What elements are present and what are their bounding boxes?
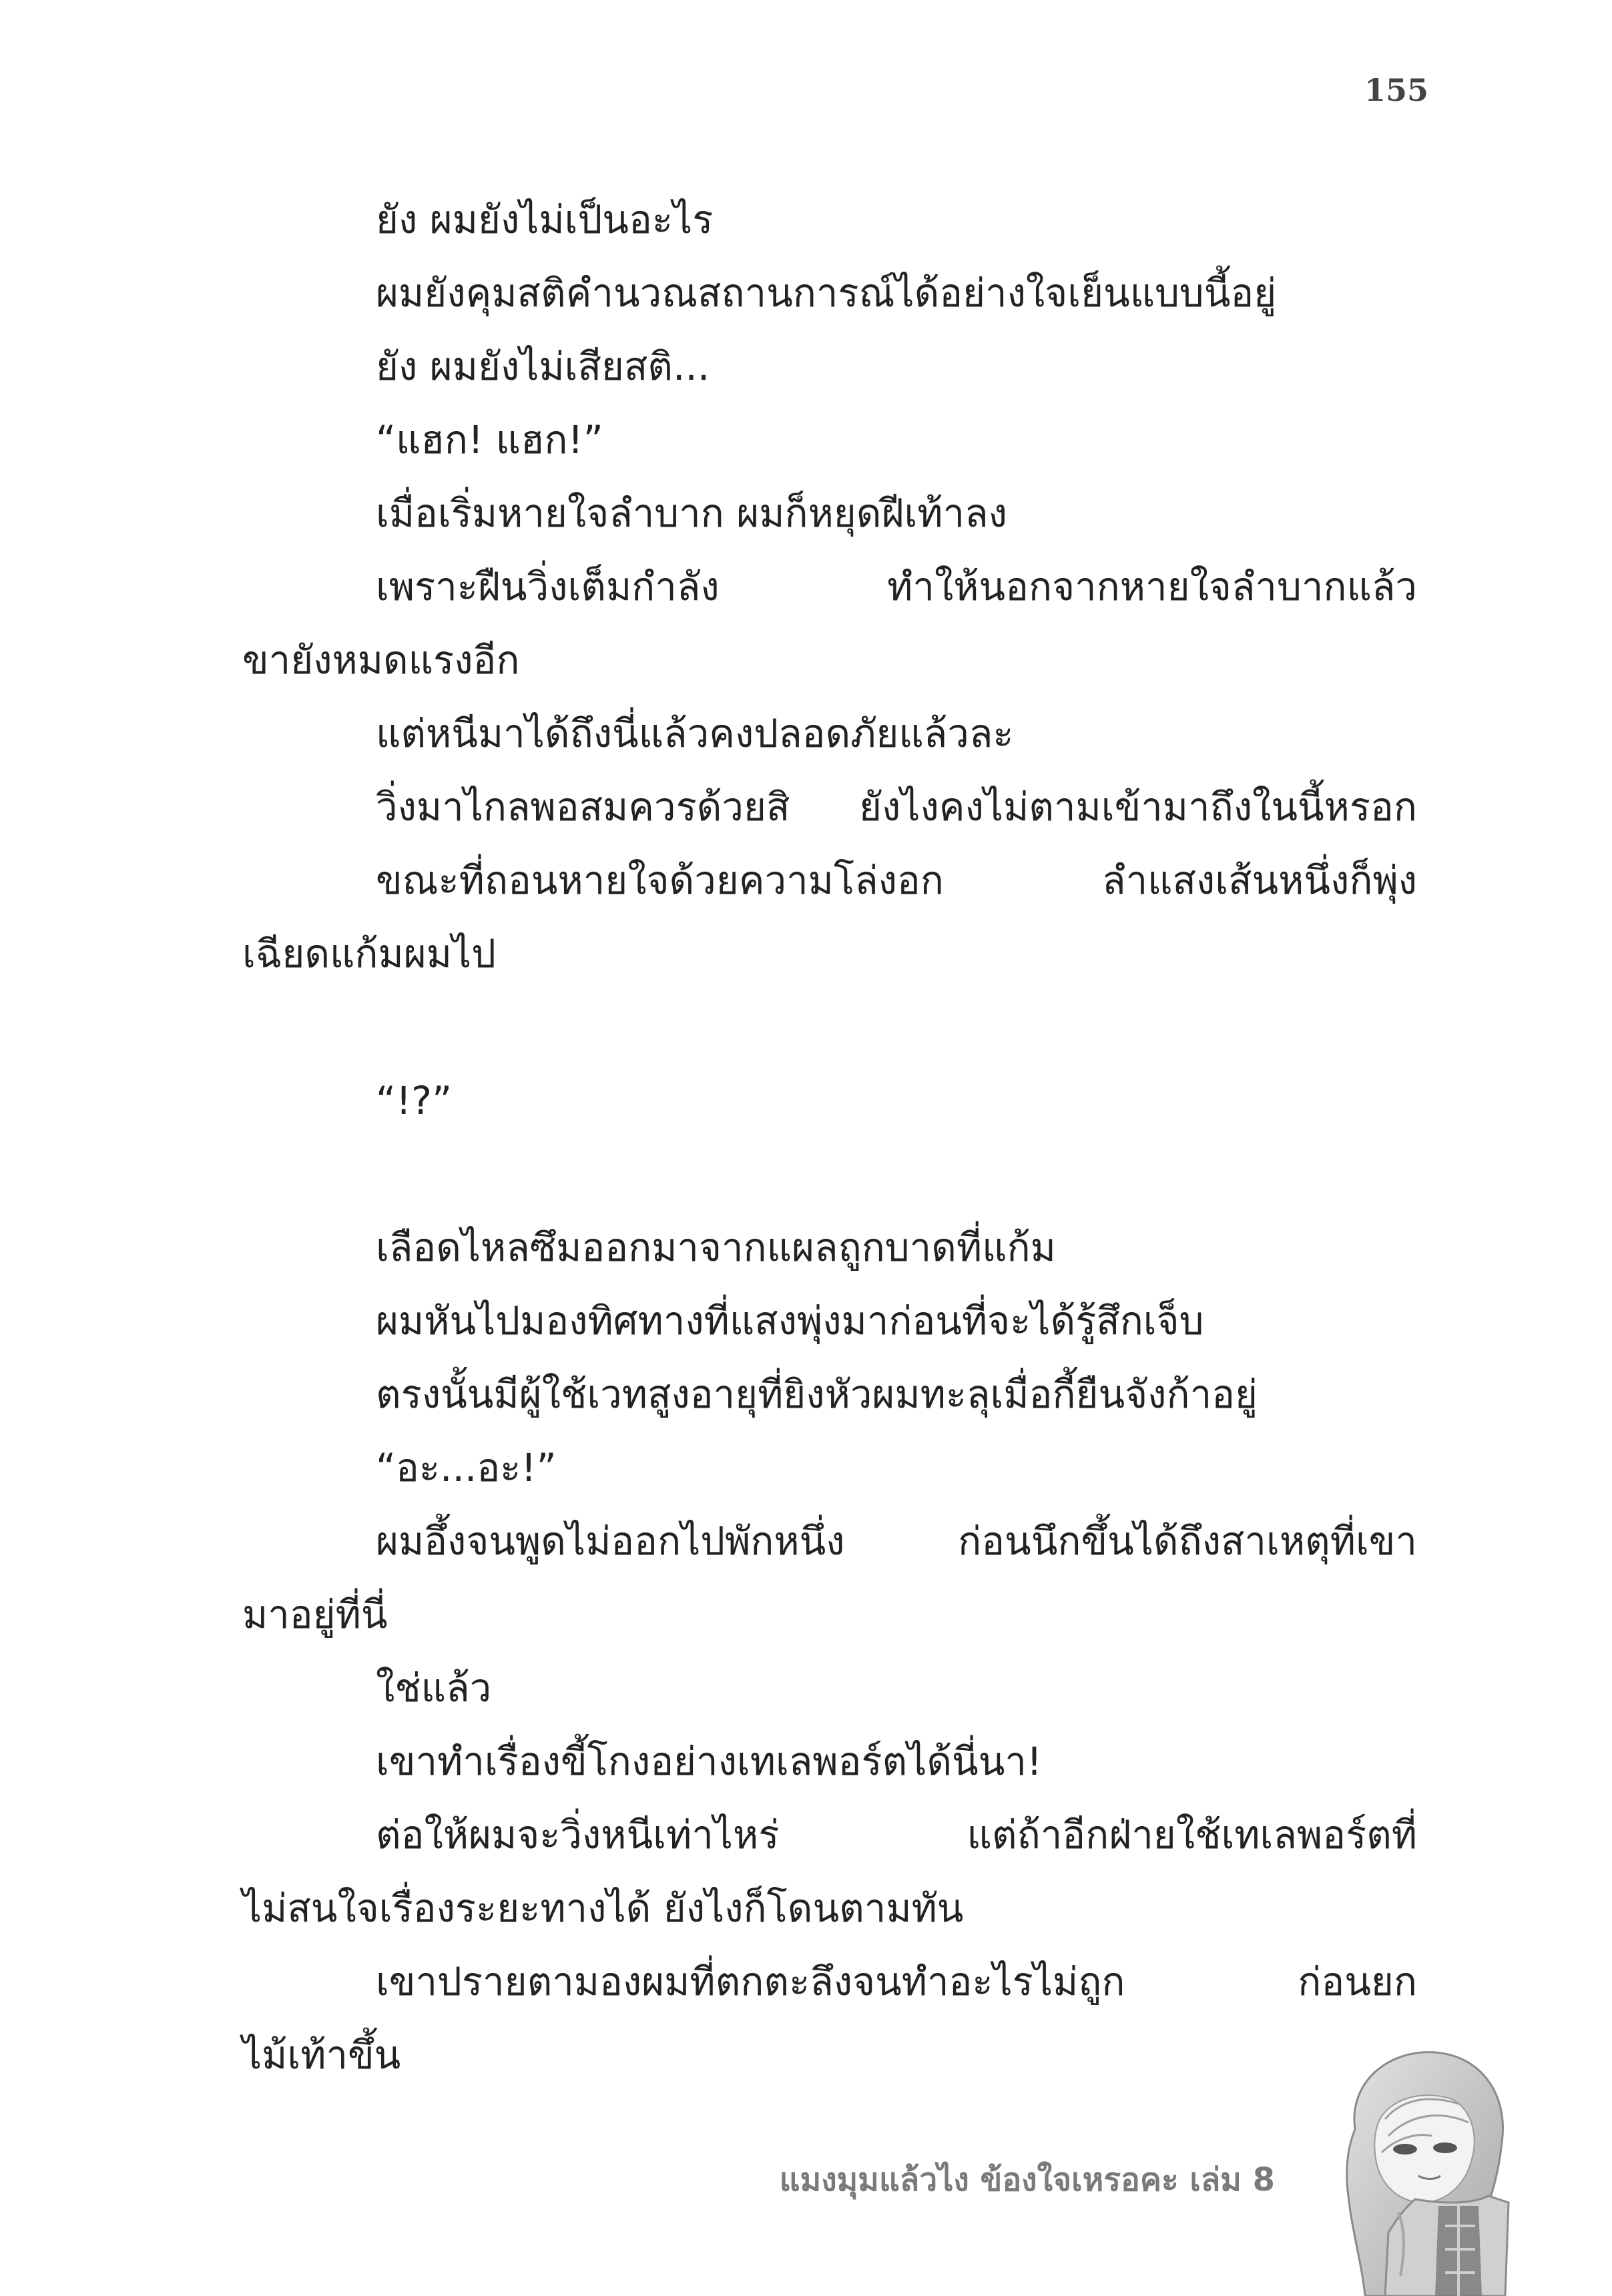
dialogue-line: “!?” xyxy=(376,1078,453,1123)
paragraph-line: ขายังหมดแรงอีก xyxy=(242,637,520,683)
paragraph-line: แต่หนีมาได้ถึงนี่แล้วคงปลอดภัยแล้วละ xyxy=(376,711,1014,756)
paragraph-line: ไม้เท้าขึ้น xyxy=(242,2032,401,2078)
paragraph-line: ผมหันไปมองทิศทางที่แสงพุ่งมาก่อนที่จะได้รู้สึกเจ็บ xyxy=(376,1298,1204,1344)
paragraph-line: ยัง ผมยังไม่เสียสติ... xyxy=(376,344,710,389)
paragraph-line: วิ่งมาไกลพอสมควรด้วยสิ ยังไงคงไม่ตามเข้ามาถึงในนี้หรอก xyxy=(376,784,1417,830)
paragraph-line: เลือดไหลซึมออกมาจากแผลถูกบาดที่แก้ม xyxy=(376,1225,1056,1270)
paragraph-line: เขาทำเรื่องขี้โกงอย่างเทเลพอร์ตได้นี่นา! xyxy=(376,1739,1043,1784)
paragraph-line: เพราะฝืนวิ่งเต็มกำลัง ทำให้นอกจากหายใจลำบากแล้ว xyxy=(376,564,1417,609)
character-illustration-icon xyxy=(1308,2036,1529,2296)
paragraph-line: มาอยู่ที่นี่ xyxy=(242,1592,388,1637)
paragraph-line: เฉียดแก้มผมไป xyxy=(242,931,496,976)
paragraph-line: ยัง ผมยังไม่เป็นอะไร xyxy=(376,197,714,242)
paragraph-line: เขาปรายตามองผมที่ตกตะลึงจนทำอะไรไม่ถูก ก่อนยก xyxy=(376,1959,1417,2004)
page-number: 155 xyxy=(1364,72,1428,108)
paragraph-line: ผมอึ้งจนพูดไม่ออกไปพักหนึ่ง ก่อนนึกขึ้นได้ถึงสาเหตุที่เขา xyxy=(376,1518,1417,1564)
paragraph-line: ใช่แล้ว xyxy=(376,1665,492,1711)
paragraph-line: ขณะที่ถอนหายใจด้วยความโล่งอก ลำแสงเส้นหนึ่งก็พุ่ง xyxy=(376,858,1417,903)
footer-book-title: แมงมุมแล้วไง ข้องใจเหรอคะ เล่ม 8 xyxy=(779,2161,1275,2199)
dialogue-line: “อะ...อะ!” xyxy=(376,1445,557,1490)
dialogue-line: “แฮก! แฮก!” xyxy=(376,417,603,463)
paragraph-line: ผมยังคุมสติคำนวณสถานการณ์ได้อย่างใจเย็นแบบนี้อยู่ xyxy=(376,270,1277,316)
paragraph-line: ตรงนั้นมีผู้ใช้เวทสูงอายุที่ยิงหัวผมทะลุเมื่อกี้ยืนจังก้าอยู่ xyxy=(376,1372,1258,1417)
paragraph-line: เมื่อเริ่มหายใจลำบาก ผมก็หยุดฝีเท้าลง xyxy=(376,491,1007,536)
paragraph-line: ไม่สนใจเรื่องระยะทางได้ ยังไงก็โดนตามทัน xyxy=(242,1886,964,1931)
paragraph-line: ต่อให้ผมจะวิ่งหนีเท่าไหร่ แต่ถ้าอีกฝ่ายใช้เทเลพอร์ตที่ xyxy=(376,1812,1417,1857)
